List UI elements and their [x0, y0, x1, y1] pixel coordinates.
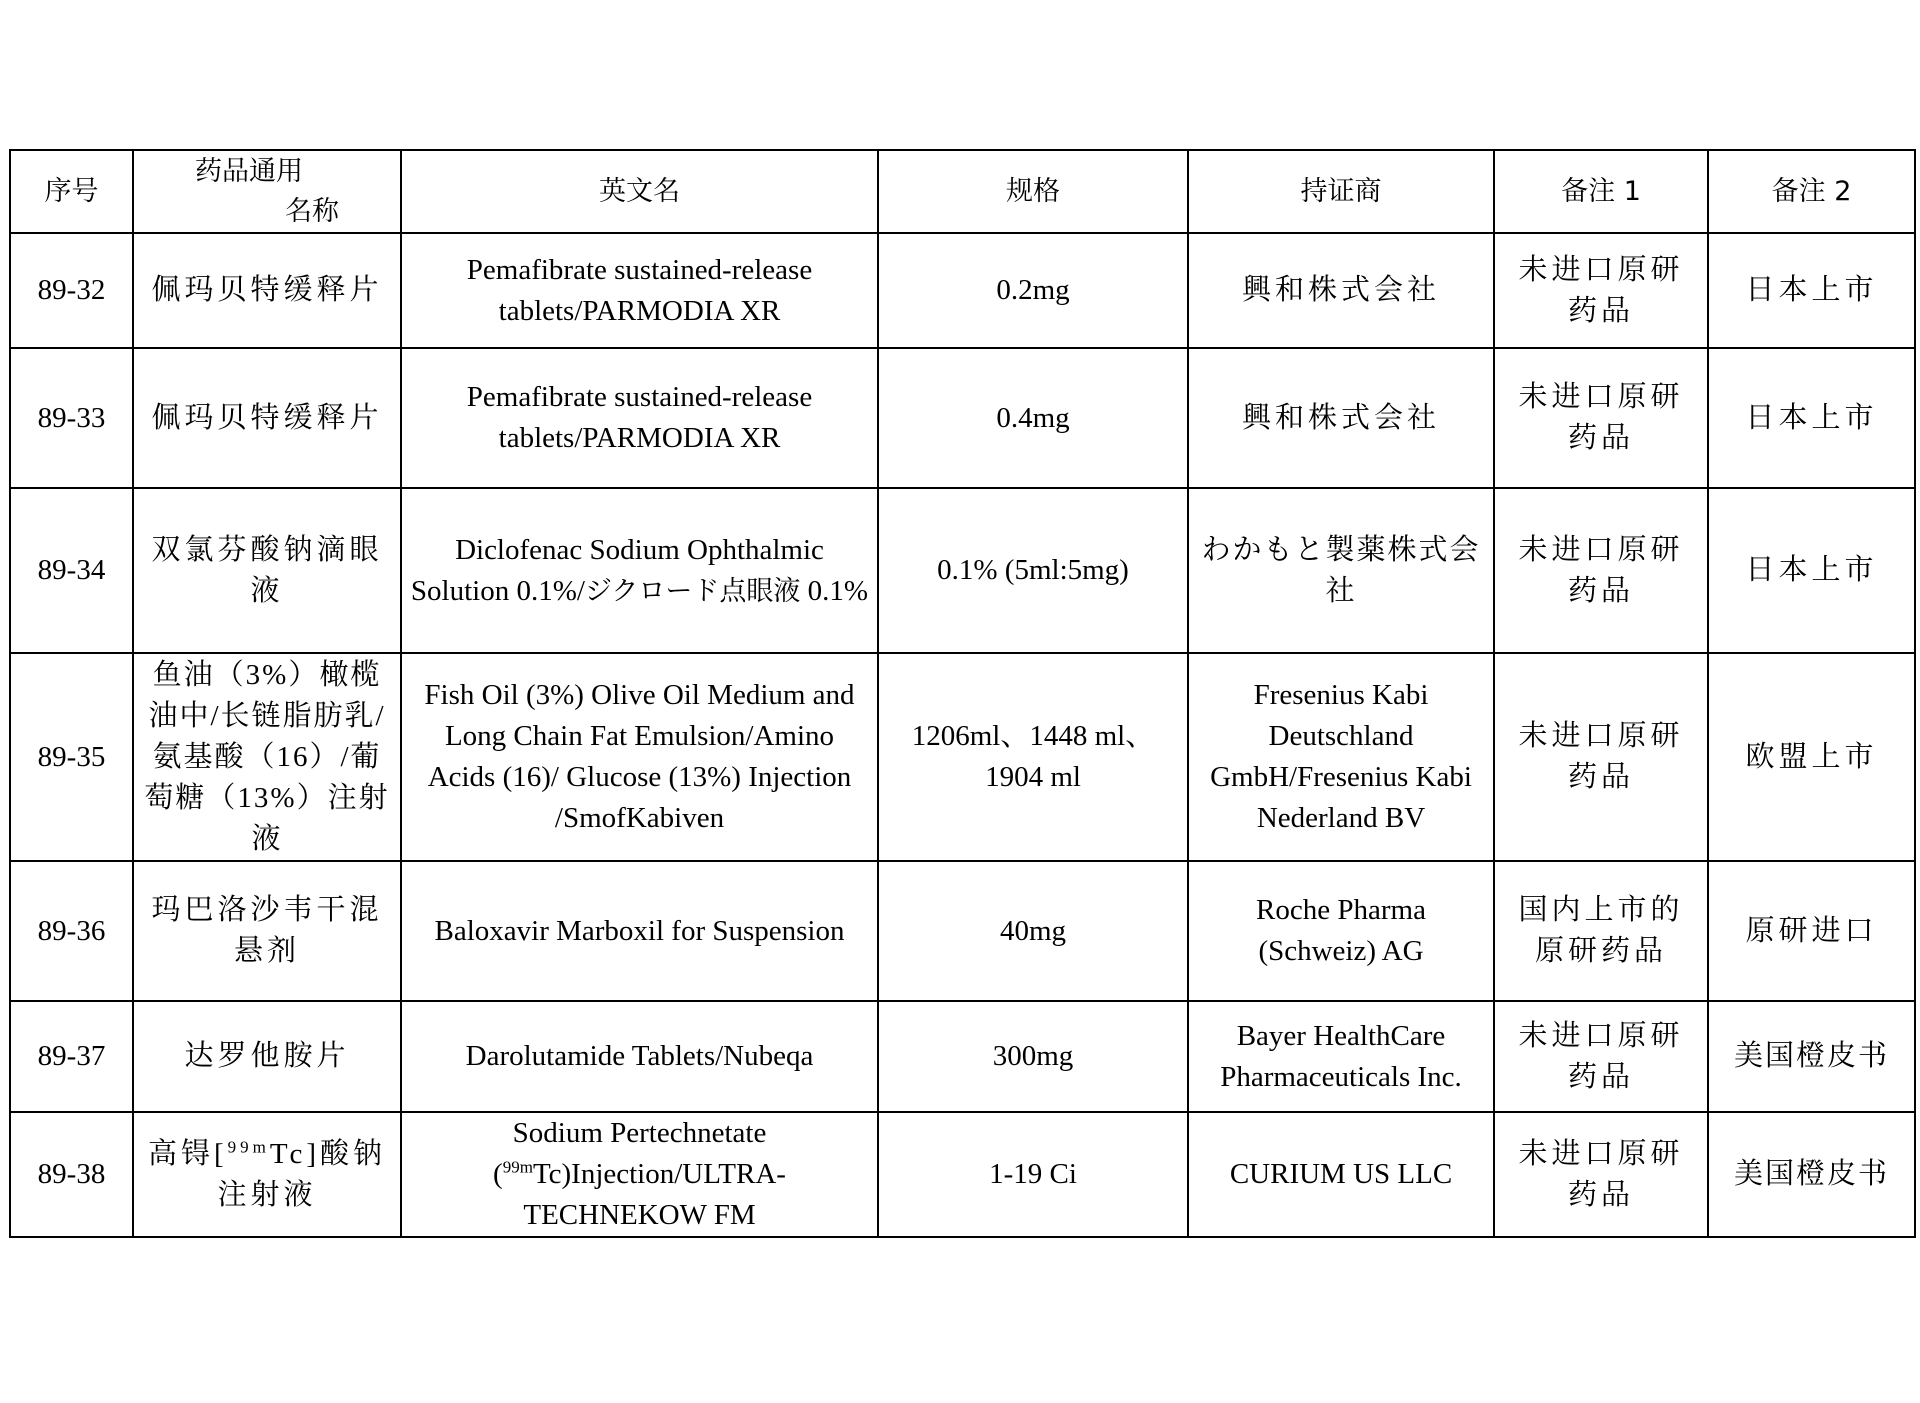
cell-english-name: Baloxavir Marboxil for Suspension: [401, 861, 878, 1001]
header-note1: 备注 1: [1494, 150, 1708, 233]
cell-spec: 300mg: [878, 1001, 1188, 1112]
cell-generic-name: 达罗他胺片: [133, 1001, 401, 1112]
header-holder: 持证商: [1188, 150, 1494, 233]
cell-generic-name: 鱼油（3%）橄榄油中/长链脂肪乳/氨基酸（16）/葡萄糖（13%）注射液: [133, 653, 401, 861]
cell-generic-name: 佩玛贝特缓释片: [133, 233, 401, 348]
cell-seq: 89-36: [10, 861, 133, 1001]
cell-note2: 原研进口: [1708, 861, 1915, 1001]
cell-holder: 興和株式会社: [1188, 348, 1494, 488]
header-spec: 规格: [878, 150, 1188, 233]
english-name-japanese-part: ジクロード点眼液: [584, 575, 801, 607]
cell-english-name: Pemafibrate sustained-release tablets/PARMODIA XR: [401, 233, 878, 348]
cell-holder: 興和株式会社: [1188, 233, 1494, 348]
cell-note2: 日本上市: [1708, 488, 1915, 653]
header-note2: 备注 2: [1708, 150, 1915, 233]
cell-seq: 89-38: [10, 1112, 133, 1237]
cell-seq: 89-34: [10, 488, 133, 653]
cell-spec: 0.4mg: [878, 348, 1188, 488]
cell-holder: Bayer HealthCare Pharmaceuticals Inc.: [1188, 1001, 1494, 1112]
table-row: [10, 653, 1915, 861]
cell-holder: Fresenius Kabi Deutschland GmbH/Fresenius Kabi Nederland BV: [1188, 653, 1494, 861]
cell-generic-name: 佩玛贝特缓释片: [133, 348, 401, 488]
cell-note1: 未进口原研药品: [1494, 1001, 1708, 1112]
drug-list-table: [9, 149, 1916, 1238]
cell-english-name: Pemafibrate sustained-release tablets/PARMODIA XR: [401, 348, 878, 488]
cell-note1: 未进口原研药品: [1494, 653, 1708, 861]
cell-generic-name: [133, 1112, 401, 1237]
cell-spec: 40mg: [878, 861, 1188, 1001]
header-seq: 序号: [10, 150, 133, 233]
cell-spec: 0.1% (5ml:5mg): [878, 488, 1188, 653]
generic-name-part: Tc]酸钠注射液: [217, 1137, 387, 1211]
cell-english-name: [401, 1112, 878, 1237]
english-name-part: Sodium Pertechnetate (: [493, 1117, 767, 1190]
cell-seq: 89-32: [10, 233, 133, 348]
header-generic-name-line1: 药品通用: [195, 155, 303, 187]
header-generic-name: [133, 150, 401, 233]
cell-spec: 0.2mg: [878, 233, 1188, 348]
table-row: [10, 488, 1915, 653]
cell-note2: 日本上市: [1708, 233, 1915, 348]
cell-seq: 89-35: [10, 653, 133, 861]
cell-note2: 美国橙皮书: [1708, 1001, 1915, 1112]
cell-note2: 日本上市: [1708, 348, 1915, 488]
isotope-superscript: 99m: [227, 1136, 270, 1156]
cell-note2: 欧盟上市: [1708, 653, 1915, 861]
table-row: [10, 233, 1915, 348]
cell-note1: 未进口原研药品: [1494, 1112, 1708, 1237]
cell-holder: CURIUM US LLC: [1188, 1112, 1494, 1237]
isotope-superscript: 99m: [502, 1157, 533, 1177]
cell-holder: わかもと製薬株式会社: [1188, 488, 1494, 653]
header-english-name: 英文名: [401, 150, 878, 233]
table-row: [10, 861, 1915, 1001]
cell-spec: 1-19 Ci: [878, 1112, 1188, 1237]
cell-generic-name: 双氯芬酸钠滴眼液: [133, 488, 401, 653]
cell-generic-name: 玛巴洛沙韦干混悬剂: [133, 861, 401, 1001]
cell-spec: 1206ml、1448 ml、1904 ml: [878, 653, 1188, 861]
table-row: [10, 1112, 1915, 1237]
table-row: [10, 1001, 1915, 1112]
cell-note1: 未进口原研药品: [1494, 488, 1708, 653]
table-row: [10, 348, 1915, 488]
cell-note1: 未进口原研药品: [1494, 233, 1708, 348]
table-header-row: [10, 150, 1915, 233]
english-name-part: Tc)Injection/ULTRA-TECHNEKOW FM: [523, 1158, 786, 1231]
cell-seq: 89-33: [10, 348, 133, 488]
generic-name-part: 高锝[: [147, 1137, 228, 1170]
cell-seq: 89-37: [10, 1001, 133, 1112]
cell-note1: 国内上市的原研药品: [1494, 861, 1708, 1001]
cell-note1: 未进口原研药品: [1494, 348, 1708, 488]
english-name-part: Diclofenac Sodium Ophthalmic Solution 0.1%/: [410, 533, 824, 607]
header-generic-name-line2: 名称: [285, 195, 339, 227]
cell-holder: Roche Pharma (Schweiz) AG: [1188, 861, 1494, 1001]
cell-english-name: [401, 488, 878, 653]
cell-english-name: Darolutamide Tablets/Nubeqa: [401, 1001, 878, 1112]
cell-note2: 美国橙皮书: [1708, 1112, 1915, 1237]
cell-english-name: Fish Oil (3%) Olive Oil Medium and Long Chain Fat Emulsion/Amino Acids (16)/ Glucose (13%) Injection /SmofKabiven: [401, 653, 878, 861]
english-name-part: 0.1%: [807, 574, 869, 607]
